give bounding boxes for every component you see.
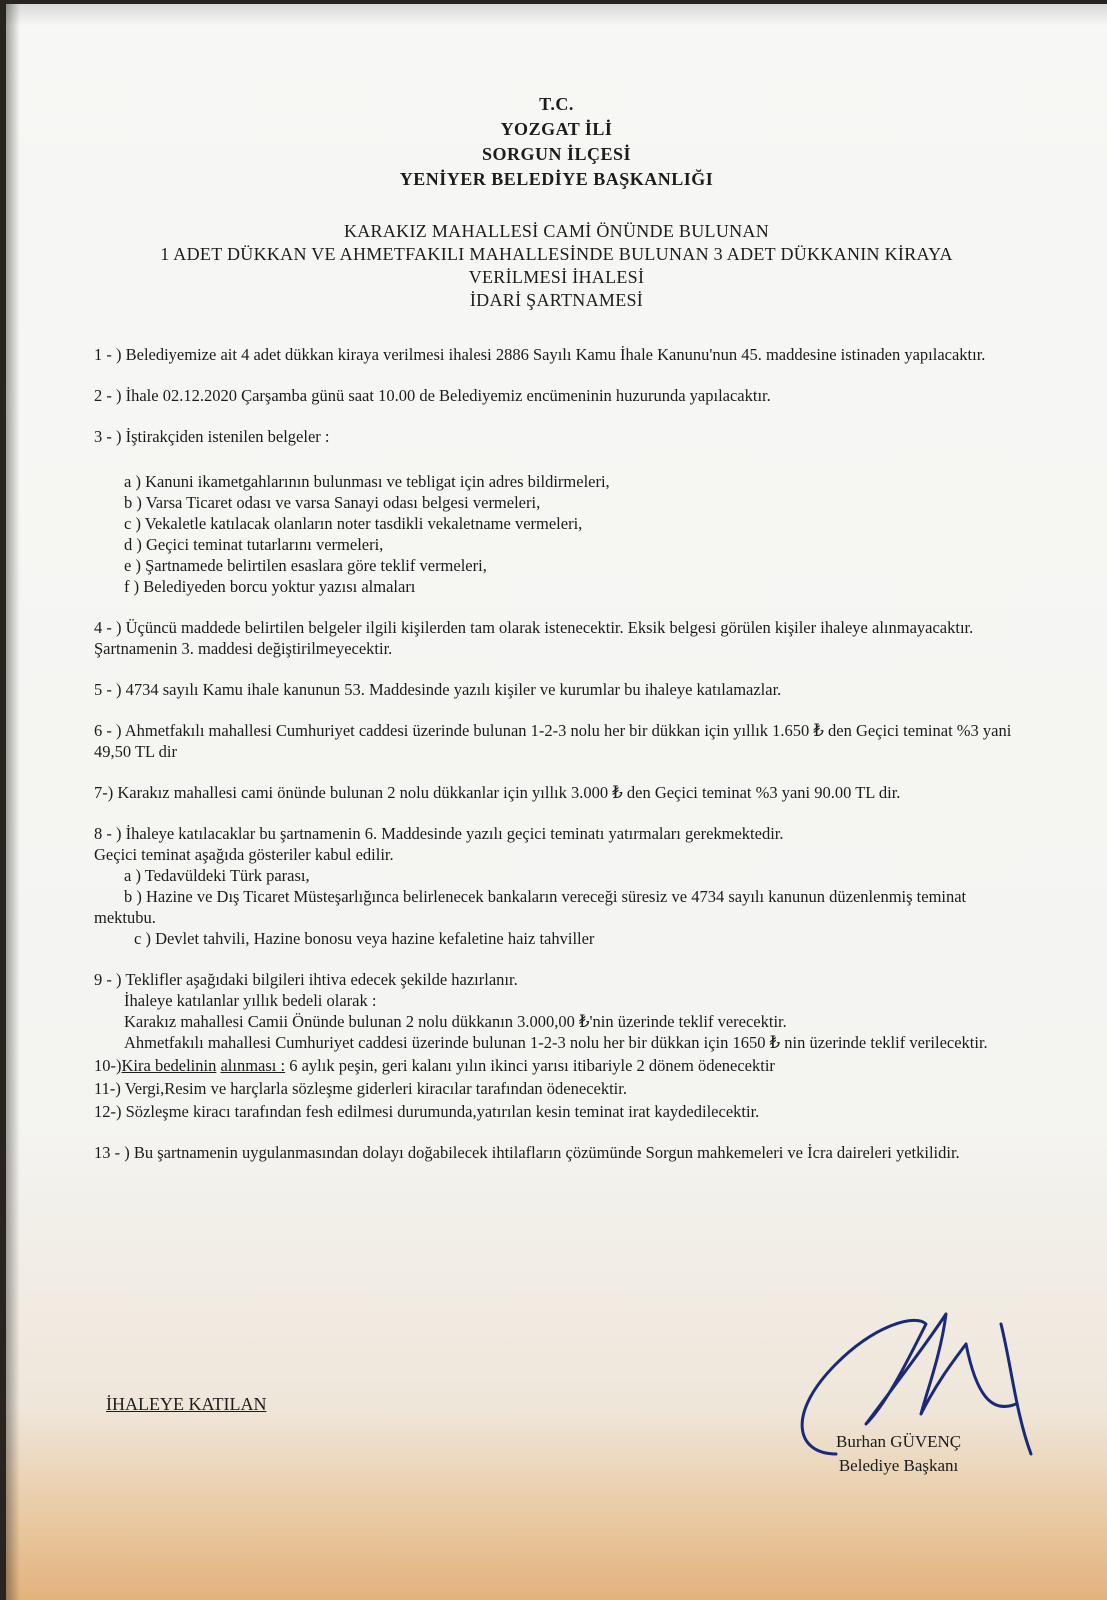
- subheader-line-1: KARAKIZ MAHALLESİ CAMİ ÖNÜNDE BULUNAN: [343, 221, 770, 241]
- item-8-line-1: 8 - ) İhaleye katılacaklar bu şartnamenin 6. Maddesinde yazılı geçici teminatı yatırmaları gerekmektedir.: [94, 824, 784, 843]
- item-13: 13 - ) Bu şartnamenin uygulanmasından dolayı doğabilecek ihtilafların çözümünde Sorgun mahkemeleri ve İcra daireleri yetkilidir.: [94, 1143, 960, 1162]
- signer-block: [836, 1430, 961, 1478]
- list-item: b ) Varsa Ticaret odası ve varsa Sanayi odası belgesi vermeleri,: [124, 493, 541, 512]
- document-subheader: [94, 220, 1019, 312]
- item-6: 6 - ) Ahmetfakılı mahallesi Cumhuriyet caddesi üzerinde bulunan 1-2-3 nolu her bir dükkan için yıllık 1.650 ₺ den Geçici teminat %3 yani 49,50 TL dir: [94, 721, 1012, 761]
- item-7: 7-) Karakız mahallesi cami önünde bulunan 2 nolu dükkanlar için yıllık 3.000 ₺ den Geçici teminat %3 yani 90.00 TL dir.: [94, 783, 901, 802]
- item-2: 2 - ) İhale 02.12.2020 Çarşamba günü saat 10.00 de Belediyemiz encümeninin huzurunda yapılacaktır.: [94, 386, 771, 405]
- subheader-line-4: İDARİ ŞARTNAMESİ: [469, 290, 644, 310]
- item-9-line-4: Ahmetfakılı mahallesi Cumhuriyet caddesi üzerinde bulunan 1-2-3 nolu her bir dükkan için 1650 ₺ nin üzerinde teklif verilecektir.: [124, 1033, 988, 1052]
- document-sheet: [6, 4, 1107, 1600]
- item-5: 5 - ) 4734 sayılı Kamu ihale kanunun 53. Maddesinde yazılı kişiler ve kurumlar bu ihaleye katılamazlar.: [94, 680, 782, 699]
- list-item: c ) Vekaletle katılacak olanların noter tasdikli vekaletname vermeleri,: [124, 514, 583, 533]
- item-10-underline-2: alınması :: [220, 1056, 286, 1075]
- item-8-c: c ) Devlet tahvili, Hazine bonosu veya hazine kefaletine haiz tahviller: [134, 929, 595, 948]
- signer-name: Burhan GÜVENÇ: [836, 1432, 962, 1451]
- header-line-tc: T.C.: [539, 94, 574, 114]
- item-3-list: [94, 471, 1019, 597]
- item-8-b: b ) Hazine ve Dış Ticaret Müsteşarlığınca belirlenecek bankaların vereceği süresiz ve 4734 sayılı kanunun düzenlenmiş teminat mektubu.: [94, 887, 967, 927]
- item-9-line-3: Karakız mahallesi Camii Önünde bulunan 2 nolu dükkanın 3.000,00 ₺'nin üzerinde teklif verecektir.: [124, 1012, 787, 1031]
- subheader-line-2: 1 ADET DÜKKAN VE AHMETFAKILI MAHALLESİNDE BULUNAN 3 ADET DÜKKANIN KİRAYA: [160, 244, 953, 264]
- item-11: 11-) Vergi,Resim ve harçlarla sözleşme giderleri kiracılar tarafından ödenecektir.: [94, 1079, 627, 1098]
- document-header: [94, 92, 1019, 192]
- item-9-line-1: 9 - ) Teklifler aşağıdaki bilgileri ihtiva edecek şekilde hazırlanır.: [94, 970, 518, 989]
- subheader-line-3: VERİLMESİ İHALESİ: [468, 267, 645, 287]
- list-item: a ) Kanuni ikametgahlarının bulunması ve tebligat için adres bildirmeleri,: [124, 472, 610, 491]
- item-4: 4 - ) Üçüncü maddede belirtilen belgeler ilgili kişilerden tam olarak istenecektir. Eksik belgesi görülen kişiler ihaleye alınmayacaktır. Şartnamenin 3. maddesi değiştirilmeyecektir.: [94, 618, 974, 658]
- item-10-text: 6 aylık peşin, geri kalanı yılın ikinci yarısı itibariyle 2 dönem ödenecektir: [285, 1056, 775, 1075]
- document-body: [94, 92, 1019, 1163]
- signer-title: Belediye Başkanı: [838, 1456, 959, 1475]
- item-8-a: a ) Tedavüldeki Türk parası,: [124, 866, 310, 885]
- header-line-municipality: YENİYER BELEDİYE BAŞKANLIĞI: [399, 169, 714, 189]
- item-8: [94, 823, 1019, 949]
- item-12: 12-) Sözleşme kiracı tarafından fesh edilmesi durumunda,yatırılan kesin teminat irat kaydedilecektir.: [94, 1102, 760, 1121]
- list-item: f ) Belediyeden borcu yoktur yazısı almaları: [124, 577, 416, 596]
- item-10: [94, 1055, 1019, 1076]
- participant-label: İHALEYE KATILAN: [106, 1394, 267, 1414]
- header-line-district: SORGUN İLÇESİ: [481, 144, 632, 164]
- list-item: d ) Geçici teminat tutarlarını vermeleri,: [124, 535, 384, 554]
- item-9: [94, 969, 1019, 1053]
- item-8-line-2: Geçici teminat aşağıda gösteriler kabul edilir.: [94, 845, 394, 864]
- item-10-prefix: 10-): [94, 1056, 122, 1075]
- header-line-province: YOZGAT İLİ: [500, 119, 613, 139]
- item-10-underline-1: Kira bedelinin: [121, 1056, 217, 1075]
- list-item: e ) Şartnamede belirtilen esaslara göre teklif vermeleri,: [124, 556, 487, 575]
- item-1: 1 - ) Belediyemize ait 4 adet dükkan kiraya verilmesi ihalesi 2886 Sayılı Kamu İhale Kanunu'nun 45. maddesine istinaden yapılacaktır.: [94, 345, 986, 364]
- item-3: 3 - ) İştirakçiden istenilen belgeler :: [94, 427, 330, 446]
- item-9-line-2: İhaleye katılanlar yıllık bedeli olarak :: [124, 991, 377, 1010]
